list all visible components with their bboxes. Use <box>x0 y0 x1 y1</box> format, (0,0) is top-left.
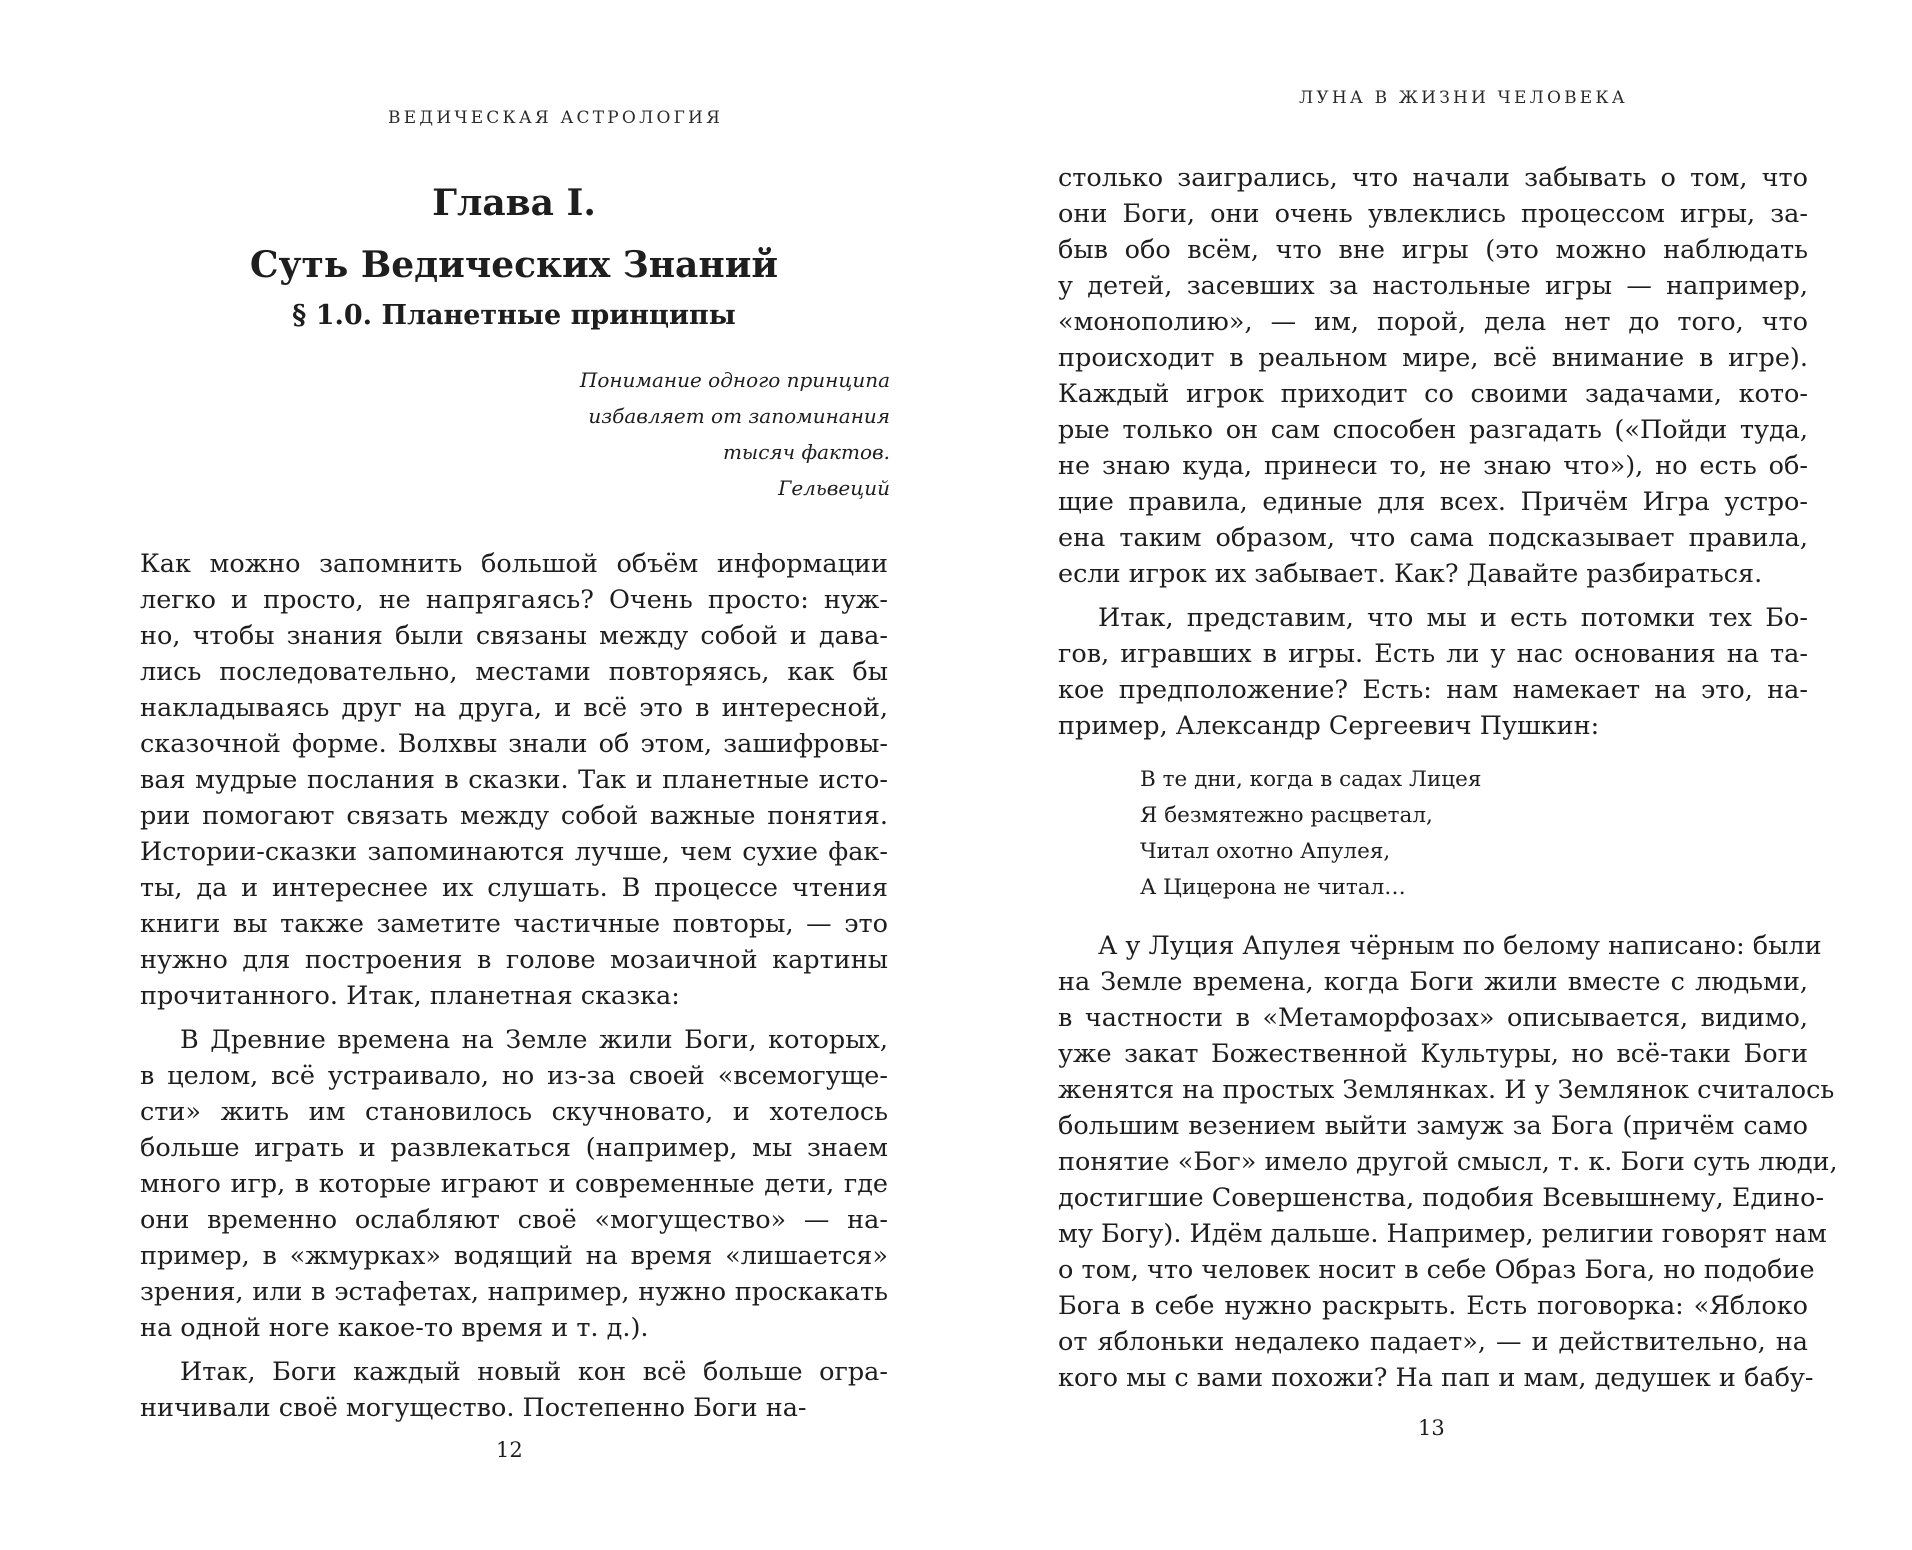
paragraph <box>140 1354 888 1426</box>
text-line: вая мудрые послания в сказки. Так и планетные исто- <box>140 765 888 795</box>
text-line: Каждый игрок приходит со своими задачами, кото- <box>1058 379 1808 409</box>
text-line: Итак, Боги каждый новый кон всё больше огра- <box>180 1357 888 1387</box>
paragraph <box>1058 928 1838 1396</box>
epigraph <box>490 362 890 506</box>
epigraph-line: избавляет от запоминания <box>588 404 890 428</box>
text-line: происходит в реальном мире, всё внимание в игре). <box>1058 343 1808 373</box>
text-line: кое предположение? Есть: нам намекает на это, на- <box>1058 675 1808 705</box>
text-line: женятся на простых Землянках. И у Землянок считалось <box>1058 1075 1835 1105</box>
epigraph-author: Гельвеций <box>778 476 890 500</box>
text-line: ничивали своё могущество. Постепенно Боги на- <box>140 1393 807 1423</box>
text-line: не знаю куда, принеси то, не знаю что»), но есть об- <box>1058 451 1808 481</box>
text-line: прочитанного. Итак, планетная сказка: <box>140 981 680 1011</box>
text-line: сти» жить им становилось скучновато, и хотелось <box>140 1097 888 1127</box>
paragraph <box>140 546 888 1014</box>
text-line: нужно для построения в голове мозаичной картины <box>140 945 888 975</box>
text-line: му Богу). Идём дальше. Например, религии говорят нам <box>1058 1219 1827 1249</box>
paragraph <box>140 1022 888 1346</box>
poem-line: В те дни, когда в садах Лицея <box>1140 767 1482 792</box>
body-text-after-poem <box>1058 928 1838 1396</box>
text-line: зрения, или в эстафетах, например, нужно проскакать <box>140 1277 888 1307</box>
text-line: больше играть и развлекаться (например, мы знаем <box>140 1133 888 1163</box>
text-line: В Древние времена на Земле жили Боги, которых, <box>180 1025 888 1055</box>
text-line: сказочной форме. Волхвы знали об этом, зашифровы- <box>140 729 888 759</box>
text-line: они временно ослабляют своё «могущество» — на- <box>140 1205 888 1235</box>
body-text-before-poem <box>1058 160 1808 744</box>
text-line: Бога в себе нужно раскрыть. Есть поговорка: «Яблоко <box>1058 1291 1808 1321</box>
right-page <box>956 0 1912 1550</box>
chapter-title <box>140 172 888 296</box>
text-line: достигшие Совершенства, подобия Всевышнему, Едино- <box>1058 1183 1825 1213</box>
right-body-text <box>1058 160 1838 1404</box>
chapter-name: Суть Ведических Знаний <box>249 244 779 286</box>
poem-line: Читал охотно Апулея, <box>1140 839 1391 864</box>
epigraph-line: Понимание одного принципа <box>579 368 890 392</box>
running-head-right: ЛУНА В ЖИЗНИ ЧЕЛОВЕКА <box>1299 88 1628 108</box>
paragraph <box>1058 600 1808 744</box>
text-line: гов, игравших в игры. Есть ли у нас основания на та- <box>1058 639 1808 669</box>
poem <box>1140 762 1808 906</box>
text-line: на одной ноге какое-то время и т. д.). <box>140 1313 649 1343</box>
text-line: лись последовательно, местами повторяясь, как бы <box>140 657 888 687</box>
text-line: ена таким образом, что сама подсказывает правила, <box>1058 523 1808 553</box>
text-line: они Боги, они очень увлеклись процессом игры, за- <box>1058 199 1808 229</box>
text-line: щие правила, единые для всех. Причём Игра устро- <box>1058 487 1808 517</box>
poem-line: Я безмятежно расцветал, <box>1140 803 1433 828</box>
epigraph-line: тысяч фактов. <box>722 440 890 464</box>
text-line: кого мы с вами похожи? На пап и мам, дедушек и бабу- <box>1058 1363 1814 1393</box>
text-line: А у Луция Апулея чёрным по белому написано: были <box>1098 931 1822 961</box>
text-line: легко и просто, не напрягаясь? Очень просто: нуж- <box>140 585 888 615</box>
text-line: накладываясь друг на друга, и всё это в интересной, <box>140 693 888 723</box>
text-line: рые только он сам способен разгадать («Пойди туда, <box>1058 415 1808 445</box>
text-line: в частности в «Метаморфозах» описывается, видимо, <box>1058 1003 1808 1033</box>
page-number-left: 12 <box>496 1438 523 1462</box>
text-line: о том, что человек носит в себе Образ Бога, но подобие <box>1058 1255 1815 1285</box>
text-line: пример, в «жмурках» водящий на время «лишается» <box>140 1241 888 1271</box>
page-number-right: 13 <box>1418 1416 1445 1440</box>
text-line: у детей, засевших за настольные игры — например, <box>1058 271 1808 301</box>
text-line: много игр, в которые играют и современные дети, где <box>140 1169 888 1199</box>
text-line: от яблоньки недалеко падает», — и действительно, на <box>1058 1327 1808 1357</box>
text-line: быв обо всём, что вне игры (это можно наблюдать <box>1058 235 1808 265</box>
text-line: но, чтобы знания были связаны между собой и дава- <box>140 621 888 651</box>
text-line: уже закат Божественной Культуры, но всё-таки Боги <box>1058 1039 1808 1069</box>
text-line: столько заигрались, что начали забывать о том, что <box>1058 163 1808 193</box>
text-line: большим везением выйти замуж за Бога (причём само <box>1058 1111 1808 1141</box>
text-line: на Земле времена, когда Боги жили вместе с людьми, <box>1058 967 1808 997</box>
chapter-number: Глава I. <box>432 182 596 224</box>
paragraph <box>1058 160 1808 592</box>
text-line: пример, Александр Сергеевич Пушкин: <box>1058 711 1600 741</box>
left-body-text <box>140 546 888 1434</box>
section-title: § 1.0. Планетные принципы <box>292 300 736 331</box>
text-line: ты, да и интереснее их слушать. В процессе чтения <box>140 873 888 903</box>
poem-line: А Цицерона не читал… <box>1140 875 1406 900</box>
text-line: Истории-сказки запоминаются лучше, чем сухие фак- <box>140 837 888 867</box>
text-line: понятие «Бог» имело другой смысл, т. к. Боги суть люди, <box>1058 1147 1838 1177</box>
text-line: Итак, представим, что мы и есть потомки тех Бо- <box>1098 603 1808 633</box>
text-line: «монополию», — им, порой, дела нет до того, что <box>1058 307 1808 337</box>
text-line: рии помогают связать между собой важные понятия. <box>140 801 888 831</box>
text-line: книги вы также заметите частичные повторы, — это <box>140 909 888 939</box>
running-head-left: ВЕДИЧЕСКАЯ АСТРОЛОГИЯ <box>388 108 723 128</box>
text-line: Как можно запомнить большой объём информации <box>140 549 888 579</box>
text-line: если игрок их забывает. Как? Давайте разбираться. <box>1058 559 1763 589</box>
text-line: в целом, всё устраивало, но из-за своей «всемогуще- <box>140 1061 888 1091</box>
